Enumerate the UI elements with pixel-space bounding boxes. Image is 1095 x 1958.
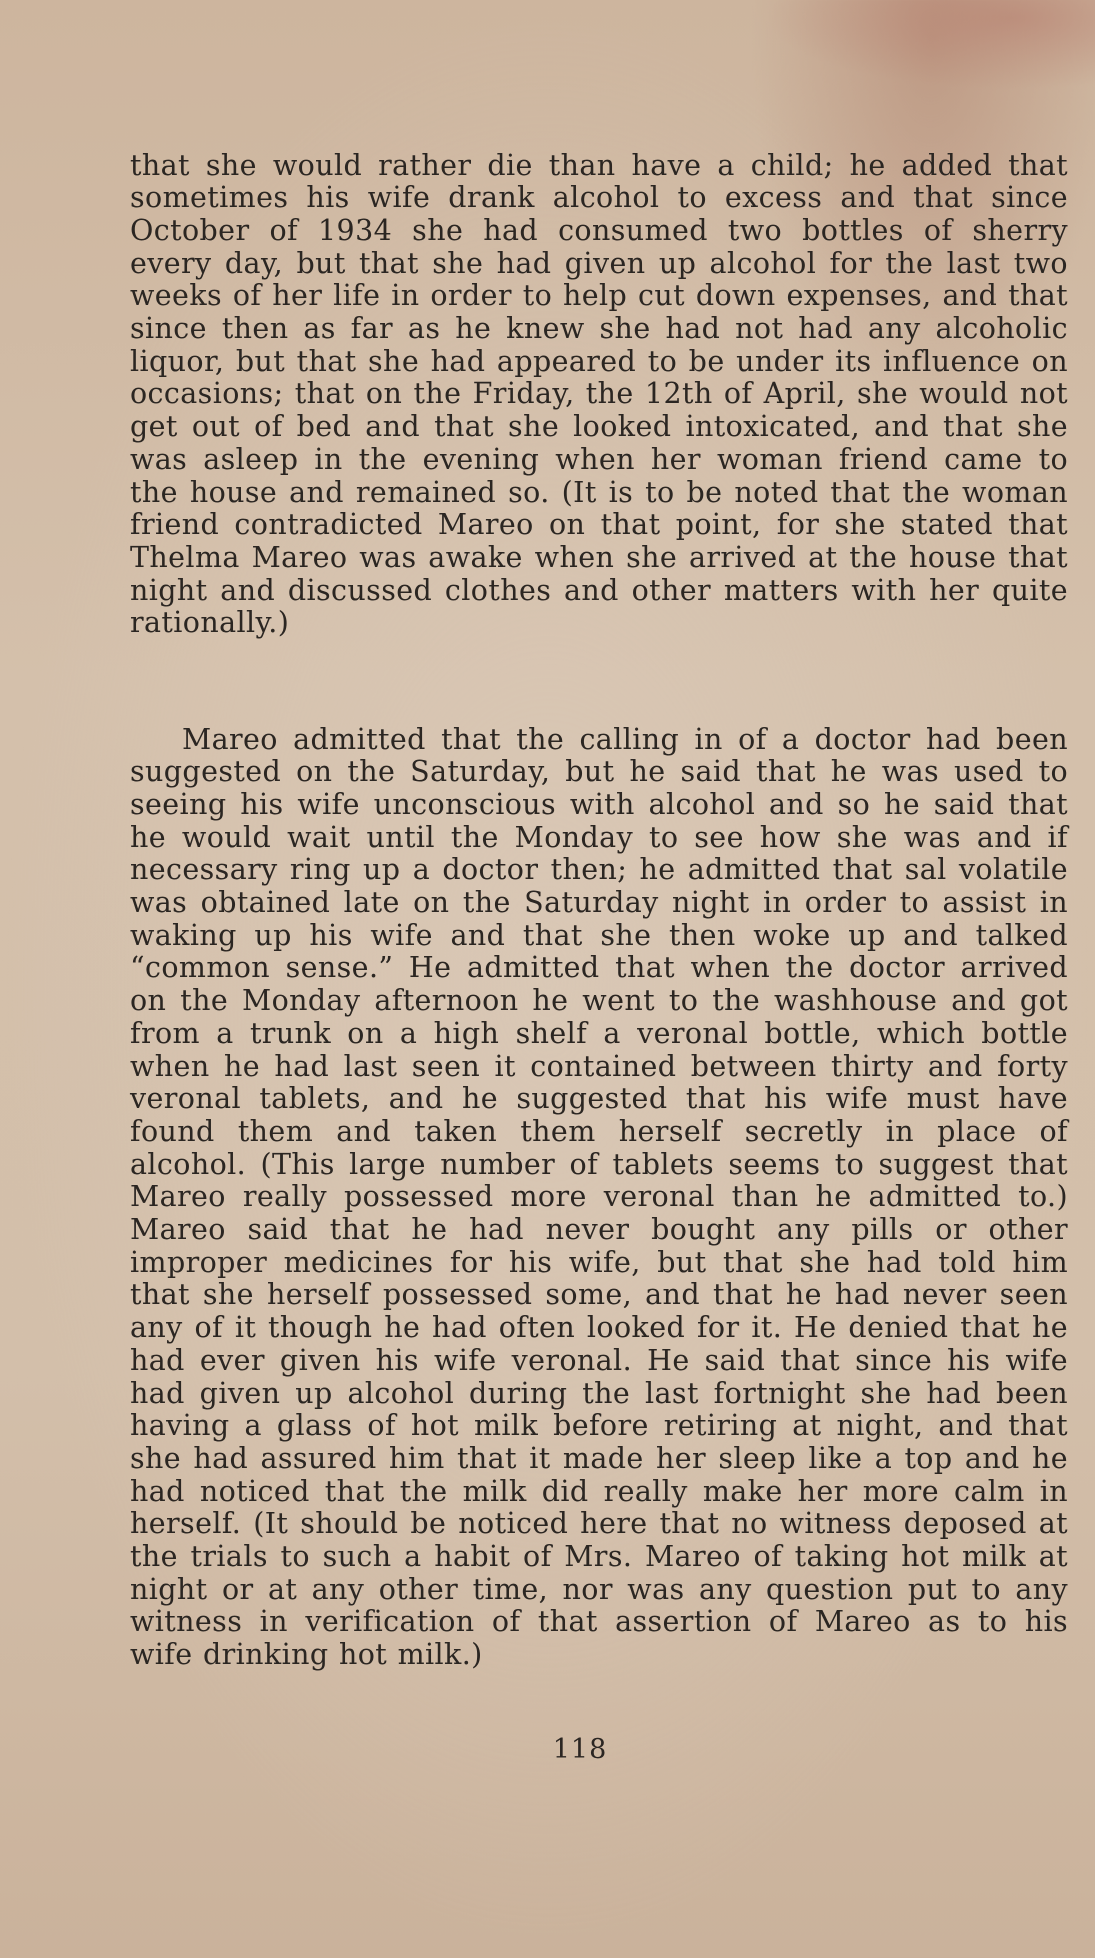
page-number: 118 — [552, 1734, 608, 1765]
paper-stain — [765, 0, 1095, 90]
paragraph-continued: that she would rather die than have a child; he added that sometimes his wife drank alcohol to excess and that since October of 1934 she had consumed two bottles of sherry every day, but that she had given up alcohol for the last two weeks of her life in order to help cut down expenses, and that since then as far as he knew she had not had any alcoholic liquor, but that she had appeared to be under its influence on occasions; that on the Friday, the 12th of April, she would not get out of bed and that she looked intoxicated, and that she was asleep in the evening when her woman friend came to the house and remained so. (It is to be noted that the woman friend contradicted Mareo on that point, for she stated that Thelma Mareo was awake when she arrived at the house that night and discussed clothes and other matters with her quite rationally.) — [130, 148, 1068, 640]
paragraph-mareo-admitted: Mareo admitted that the calling in of a doctor had been suggested on the Saturday, but he said that he was used to seeing his wife unconscious with alcohol and so he said that he would wait until the Monday to see how she was and if necessary ring up a doctor then; he admitted that sal volatile was obtained late on the Saturday night in order to assist in waking up his wife and that she then woke up and talked “common sense.” He admitted that when the doctor arrived on the Monday afternoon he went to the washhouse and got from a trunk on a high shelf a veronal bottle, which bottle when he had last seen it contained between thirty and forty veronal tablets, and he suggested that his wife must have found them and taken them herself secretly in place of alcohol. (This large number of tablets seems to suggest that Mareo really possessed more veronal than he admitted to.) Mareo said that he had never bought any pills or other improper medicines for his wife, but that she had told him that she herself possessed some, and that he had never seen any of it though he had often looked for it. He denied that he had ever given his wife veronal. He said that since his wife had given up alcohol during the last fortnight she had been having a glass of hot milk before retiring at night, and that she had assured him that it made her sleep like a top and he had noticed that the milk did really make her more calm in herself. (It should be noticed here that no witness deposed at the trials to such a habit of Mrs. Mareo of taking hot milk at night or at any other time, nor was any question put to any witness in verification of that assertion of Mareo as to his wife drinking hot milk.) — [130, 722, 1068, 1672]
